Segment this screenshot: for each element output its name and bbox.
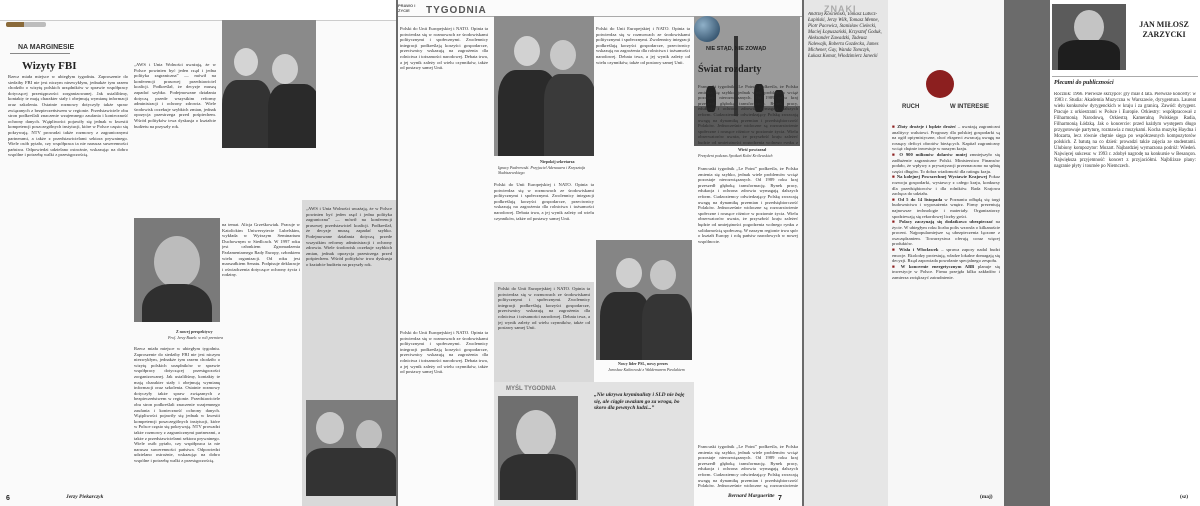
article-title: Świat rozdarty xyxy=(698,64,762,75)
bullet-icon: ■ xyxy=(892,124,898,129)
bullet-icon: ■ xyxy=(892,219,900,225)
photo-credit-mid: Jarosław Kalinowski z Waldemarem Pawlakiem xyxy=(608,367,685,372)
photo-credit: Prof. Jerzy Buzek: w roli premiera xyxy=(168,335,224,340)
photo-credit-street: Prezydent podczas Spotkań Kolni Królewskich xyxy=(698,153,773,158)
section-label: NA MARGINESIE xyxy=(18,44,75,51)
quote-text: „Nie ukrywa kryminalisty i SLD nie boję się, ale ciągle uważam go za wroga, bo skoro dla pewnych ludzi...” xyxy=(594,392,685,412)
photo-caption-mid: Nowy lider PSL, nowy prezes xyxy=(618,361,668,366)
article-column-4: Polski do Unii Europejskiej i NATO. Opinia ta potwierdza się w rozmowach ze środowiskami politycznymi i społecznymi. Zwolennicy integracji podkreślają korzyści gospodarcze, przeciwnicy wskazują na zagrożenia dla rolnictwa i tożsamości narodowej. Debata trwa, a jej wynik zależy od wielu czynników, także od postawy samej Unii. xyxy=(596,26,690,65)
item3-text: Pokaz rozwoju gospodarki, wystawcy z całego kraju, konkursy dla przedsiębiorców i dla rolników. Rada Krajowa zachęca do udziału. xyxy=(892,174,1000,197)
article-column-2: Polski do Unii Europejskiej i NATO. Opinia ta potwierdza się w rozmowach ze środowiskami politycznymi i społecznymi. Zwolennicy integracji podkreślają korzyści gospodarcze, przeciwnicy wskazują na zagrożenia dla rolnictwa i tożsamości narodowej. Debata trwa, a jej wynik zależy od wielu czynników, także od postawy samej Unii. xyxy=(400,330,488,375)
item7-title: W koncernie energetycznym ABB xyxy=(900,263,975,269)
subtitle-rule xyxy=(1052,76,1198,77)
news-list xyxy=(892,124,1000,504)
photo-zarzycki xyxy=(1052,4,1126,70)
article-column-7: Francuski tygodnik „Le Point” podkreśla, że Polska zmienia się szybko, jednak wiele problemów wciąż pozostaje nierozwiązanych. Od 1989 roku kraj przeszedł głęboką transformację. Rynek pracy, edukacja i ochrona zdrowia wymagają dalszych reform. Cudzoziemcy odwiedzający Polskę zwracają uwagę na dynamikę przemian i przedsiębiorczość Polaków. Jednocześnie widoczne są rozwarstwienie xyxy=(698,444,798,489)
quote-label: MYŚL TYGODNIA xyxy=(506,386,556,392)
item2-text: zmniejszyło się zadłużenie zagraniczne Polski. Ministerstwo Finansów podało, że wpływy z prywatyzacji przeznaczono na spłatę części długów. To dobra wiadomość dla ratingu kraju. xyxy=(892,151,1000,174)
person-subtitle: Plecami do publiczności xyxy=(1054,80,1114,86)
names-text: Andrzej Kościeński, Tomasz Lubicz-Łapiński, Jerzy Wilk, Tomasz Menne, Piotr Pacewicz, Stanisław Cielecki, Maciej Łopuszański, Krzysztof Goduk, Aleksander Zawadzki, Tadeusz Nalewajk, Roberta Gozdecka, James Michener, Gay, Wanda Tomczyk, Łukasz Komar, Włodzimierz Janecki xyxy=(808,12,882,59)
item6-title: Wisła i Włocławek xyxy=(899,247,939,253)
photo-meeting xyxy=(222,20,316,148)
item1-title: Złoty drożeje i będzie drożeć xyxy=(897,124,957,129)
bio-signature: (sz) xyxy=(1180,494,1189,500)
article-author: Jerzy Piekarczyk xyxy=(66,494,104,500)
page-7 xyxy=(398,0,802,506)
page-header xyxy=(0,0,396,21)
item7-text: planuje się inwestycje w Polsce. Firma przejęła kilka zakładów i zamierza zwiększyć zatrudnienie. xyxy=(892,263,1000,281)
photo-credit-left: Ignacy Paderewski. Przyjaciel Adenauera i Krzysztofa Skubiszewskiego xyxy=(498,165,586,175)
article-column-2b: Rzecz miała miejsce w ubiegłym tygodniu. Zaproszenie do siedziby FBI nie jest niczym niezwykłym, jednakże tym razem chodziło o wizytę polskich urzędników w sprawie współpracy dotyczącej przestępczości zorganizowanej. Jak ustaliliśmy, kontakty te mają charakter stały i obejmują wymianę informacji oraz szkolenia. Ostatnie rozmowy dotyczyły także spraw związanych z bezpieczeństwem w regionie. Przedstawiciele obu stron podkreślali znaczenie wzajemnego zaufania i konieczność ochrony danych. Wątpliwości pojawiły się jednak w kwestii kompetencji poszczególnych instytucji, które w Polsce często się pokrywają. NTV prowadzi także rozmowy z zagranicznymi partnerami, a także z przedstawicielami sektora prywatnego. Wiele osób pytało, czy współpraca ta nie narusza suwerenności państwa. Odpowiedzi udzielano ostrożnie, wskazując na dobro wspólne i potrzebę walki z przestępczością. xyxy=(134,346,220,463)
globe-icon xyxy=(694,16,720,42)
bullet-icon: ■ xyxy=(892,263,901,269)
photo-buzek xyxy=(134,218,220,322)
photo-caption-left: Niepokój sekretarza xyxy=(540,159,575,164)
dark-strip xyxy=(1006,0,1050,506)
page-9 xyxy=(1006,0,1200,506)
sidebar-text: „AWS i Unia Wolności uważają, że w Polsce powinien być jeden rząd i jedna polityka zagraniczna” — mówił na konferencji prasowej przedstawiciel koalicji. Podkreślał, że decyzje muszą zapadać szybko. Podejmowane działania dotyczą przede wszystkim reformy administracji i ochrony zdrowia. Wiele środowisk oczekuje szybkich zmian, jednak opozycja przestrzega przed pośpiechem. Wśród polityków trwa dyskusja o kształcie budżetu na przyszły rok. xyxy=(306,206,392,267)
bullet-icon: ■ xyxy=(892,196,898,202)
photo-caption-street: Wieść powtarzał xyxy=(738,147,767,152)
section-znaki: ZNAKI xyxy=(824,4,857,14)
article-column-4: na temat. Alicja Grześkowiak. Pracuje w Katolickim Uniwersytecie Lubelskim, wykłada w Wyższym Seminarium Duchownym w Siedlcach. W 1997 roku jest członkiem Zgromadzenia Parlamentarnego Rady Europy, członkiem wielu organizacji. Od roku jest marszałkiem Senatu. Podpisuje deklaracje i oświadczenia dotyczące ochrony życia i rodziny. xyxy=(222,222,300,278)
article-column-5: Francuski tygodnik „Le Point” podkreśla, że Polska zmienia się szybko, jednak wiele problemów wciąż pozostaje nierozwiązanych. Od 1989 roku kraj przeszedł głęboką transformację. Rynek pracy, edukacja i ochrona zdrowia wymagają dalszych reform. Cudzoziemcy odwiedzający Polskę zwracają uwagę na dynamikę przemian i przedsiębiorczość Polaków. Jednocześnie widoczne są rozwarstwienie społeczne i rosnące różnice w poziomie życia. Wielu obserwatorów uważa, że przyszłość kraju zależeć będzie od umiejętności pogodzenia wolnego rynku z xyxy=(698,84,798,144)
bullet-icon: ■ xyxy=(892,151,900,157)
article-column-1: Polski do Unii Europejskiej i NATO. Opinia ta potwierdza się w rozmowach ze środowiskami politycznymi i społecznymi. Zwolennicy integracji podkreślają korzyści gospodarcze, przeciwnicy wskazują na zagrożenia dla rolnictwa i tożsamości narodowej. Debata trwa, a jej wynik zależy od wielu czynników, także od postawy samej Unii. xyxy=(400,26,488,71)
photo-priests xyxy=(494,16,594,156)
section-title: TYGODNIA xyxy=(426,5,487,16)
article-column-3: Polski do Unii Europejskiej i NATO. Opinia ta potwierdza się w rozmowach ze środowiskami politycznymi i społecznymi. Zwolennicy integracji podkreślają korzyści gospodarcze, przeciwnicy wskazują na zagrożenia dla rolnictwa i tożsamości narodowej. Debata trwa, a jej wynik zależy od wielu czynników, także od postawy samej Unii. xyxy=(494,182,594,221)
article-column-6: Francuski tygodnik „Le Point” podkreśla, że Polska zmienia się szybko, jednak wiele problemów wciąż pozostaje nierozwiązanych. Od 1989 roku kraj przeszedł głęboką transformację. Rynek pracy, edukacja i ochrona zdrowia wymagają dalszych reform. Cudzoziemcy odwiedzający Polskę zwracają uwagę na dynamikę przemian i przedsiębiorczość Polaków. Jednocześnie widoczne są rozwarstwienie społeczne i rosnące różnice w poziomie życia. Wielu obserwatorów uważa, że przyszłość kraju zależeć będzie od umiejętności pogodzenia wolnego rynku z solidarnością społeczną. W naszym regionie trwa spór o kształt Europy i rolę państw narodowych w nowej wspólnocie. xyxy=(698,166,798,244)
page-number: 7 xyxy=(778,495,782,502)
bullet-icon: ■ xyxy=(892,174,897,180)
item4-text: w Poznaniu odbędą się targi budownictwa i wyposażenia wnętrz. Firmy prezentują najnowsze technologie i materiały. Organizatorzy spodziewają się rekordowej liczby gości. xyxy=(892,196,1000,219)
page-number: 6 xyxy=(6,495,10,502)
item6-text: – sprawa zapory nadal budzi emocje. Ekolodzy protestują, władze lokalne domagają się decyzji. Rząd zapowiada powołanie specjalnego zespołu. xyxy=(892,247,1000,264)
magazine-logo: PRAWO I ŻYCIE xyxy=(398,3,416,13)
person-name: JAN MIŁOSZ ZARZYCKI xyxy=(1139,20,1189,39)
ruch-arrow-icon xyxy=(926,70,954,98)
ruch-label: RUCH xyxy=(902,104,920,110)
section-banner: NIE STĄD, NIE ZOWĄD xyxy=(706,46,767,52)
item2-title: O 900 milionów dolarów mniej xyxy=(899,151,967,157)
page-8 xyxy=(804,0,1004,506)
w-interesie-label: W INTERESIE xyxy=(950,104,990,110)
news-signature: (maj) xyxy=(980,494,993,500)
article-column-1: Rzecz miała miejsce w ubiegłym tygodniu. Zaproszenie do siedziby FBI nie jest niczym niezwykłym, jednakże tym razem chodziło o wizytę polskich urzędników w sprawie współpracy dotyczącej przestępczości zorganizowanej. Jak ustaliliśmy, kontakty te mają charakter stały i obejmują wymianę informacji oraz szkolenia. Ostatnie rozmowy dotyczyły także spraw związanych z bezpieczeństwem w regionie. Przedstawiciele obu stron podkreślali znaczenie wzajemnego zaufania i konieczność ochrony danych. Wątpliwości pojawiły się jednak w kwestii kompetencji poszczególnych instytucji, które w Polsce często się pokrywają. NTV prowadzi także rozmowy z zagranicznymi partnerami, a także z przedstawicielami sektora prywatnego. Wiele osób pytało, czy współpraca ta nie narusza suwerenności państwa. Odpowiedzi udzielano ostrożnie, wskazując na dobro wspólne i potrzebę walki z przestępczością. xyxy=(8,74,128,158)
item5-title: Polacy zaczynają się dodatkowo ubezpieczać xyxy=(899,219,993,225)
item3-title: Na kolejnej Powszechnej Wystawie Krajowej xyxy=(896,174,988,180)
knife-icon xyxy=(6,22,46,27)
article-column-2: „AWS i Unia Wolności uważają, że w Polsce powinien być jeden rząd i jedna polityka zagraniczna” — mówił na konferencji prasowej przedstawiciel koalicji. Podkreślał, że decyzje muszą zapadać szybko. Podejmowane działania dotyczą przede wszystkim reformy administracji i ochrony zdrowia. Wiele środowisk oczekuje szybkich zmian, jednak opozycja przestrzega przed pośpiechem. Wśród polityków trwa dyskusja o kształcie budżetu na przyszły rok. xyxy=(134,62,216,129)
photo-psl xyxy=(596,240,692,360)
photo-leaders xyxy=(306,400,396,496)
item5-text: na życie. W ubiegłym roku liczba polis wzrosła o kilkanaście procent. Najpopularniejsze są ubezpieczenia łączone z oszczędzaniem. Towarzystwa oferują coraz więcej produktów. xyxy=(892,219,1000,247)
item4-title: Od 5 do 14 listopada xyxy=(897,196,943,202)
bio-text: Rocznik: 1966. Pierwsze skrzypce: gry miał 4 lata. Pierwsze koncerty: w 1983 r. Studia: Akademia Muzyczna w Warszawie, dyrygentura. Laureat wielu konkursów dyrygenckich w kraju i za granicą. Zawód: dyrygent. Pracuje z orkiestrami w Polsce i Europie. Orkiestry: współpracował z Filharmonią Narodową, Orkiestrą Kameralną Polskiego Radia, Filharmonią Łódzką. Jak o koncercie: przed każdym występem długo przygotowuje partyturę, rozmawia z muzykami. Kocha muzykę Haydna i Mozarta, lecz równie chętnie sięga po współczesnych kompozytorów polskich. Z batutą na co dzień: prowadzi także zajęcia ze studentami. Ulubiony kompozytor: Mozart. Najbardziej wymarzona podróż: Wiedeń. Najwięcej sukcesu: w 1993 r. zdobył nagrodę na konkursie w Besançon. Największa przyjemność: koncert z przyjaciółmi. Najbliższe plany: nagranie płyty i tournée po Niemczech. xyxy=(1054,92,1196,169)
bullet-icon: ■ xyxy=(892,247,900,253)
gray-box-text: Polski do Unii Europejskiej i NATO. Opinia ta potwierdza się w rozmowach ze środowiskami politycznymi i społecznymi. Zwolennicy integracji podkreślają korzyści gospodarcze, przeciwnicy wskazują na zagrożenia dla rolnictwa i tożsamości narodowej. Debata trwa, a jej wynik zależy od wielu czynników, także od postawy samej Unii. xyxy=(498,286,590,331)
photo-quote-portrait xyxy=(498,396,578,500)
item1-text: – uważają zagraniczni analitycy walutowi. Prognozy dla polskiej gospodarki są na ogół optymistyczne, choć eksperci zwracają uwagę na rosnący deficyt obrotów bieżących. Kapitał zagraniczny wciąż chętnie inwestuje w naszym kraju. xyxy=(892,124,1000,152)
section-underline xyxy=(10,53,70,54)
photo-caption: Z nowej perspektywy xyxy=(176,329,213,334)
page-6 xyxy=(0,0,396,506)
article-title: Wizyty FBI xyxy=(22,60,77,72)
article-author: Bernard Margueritte xyxy=(728,493,775,499)
